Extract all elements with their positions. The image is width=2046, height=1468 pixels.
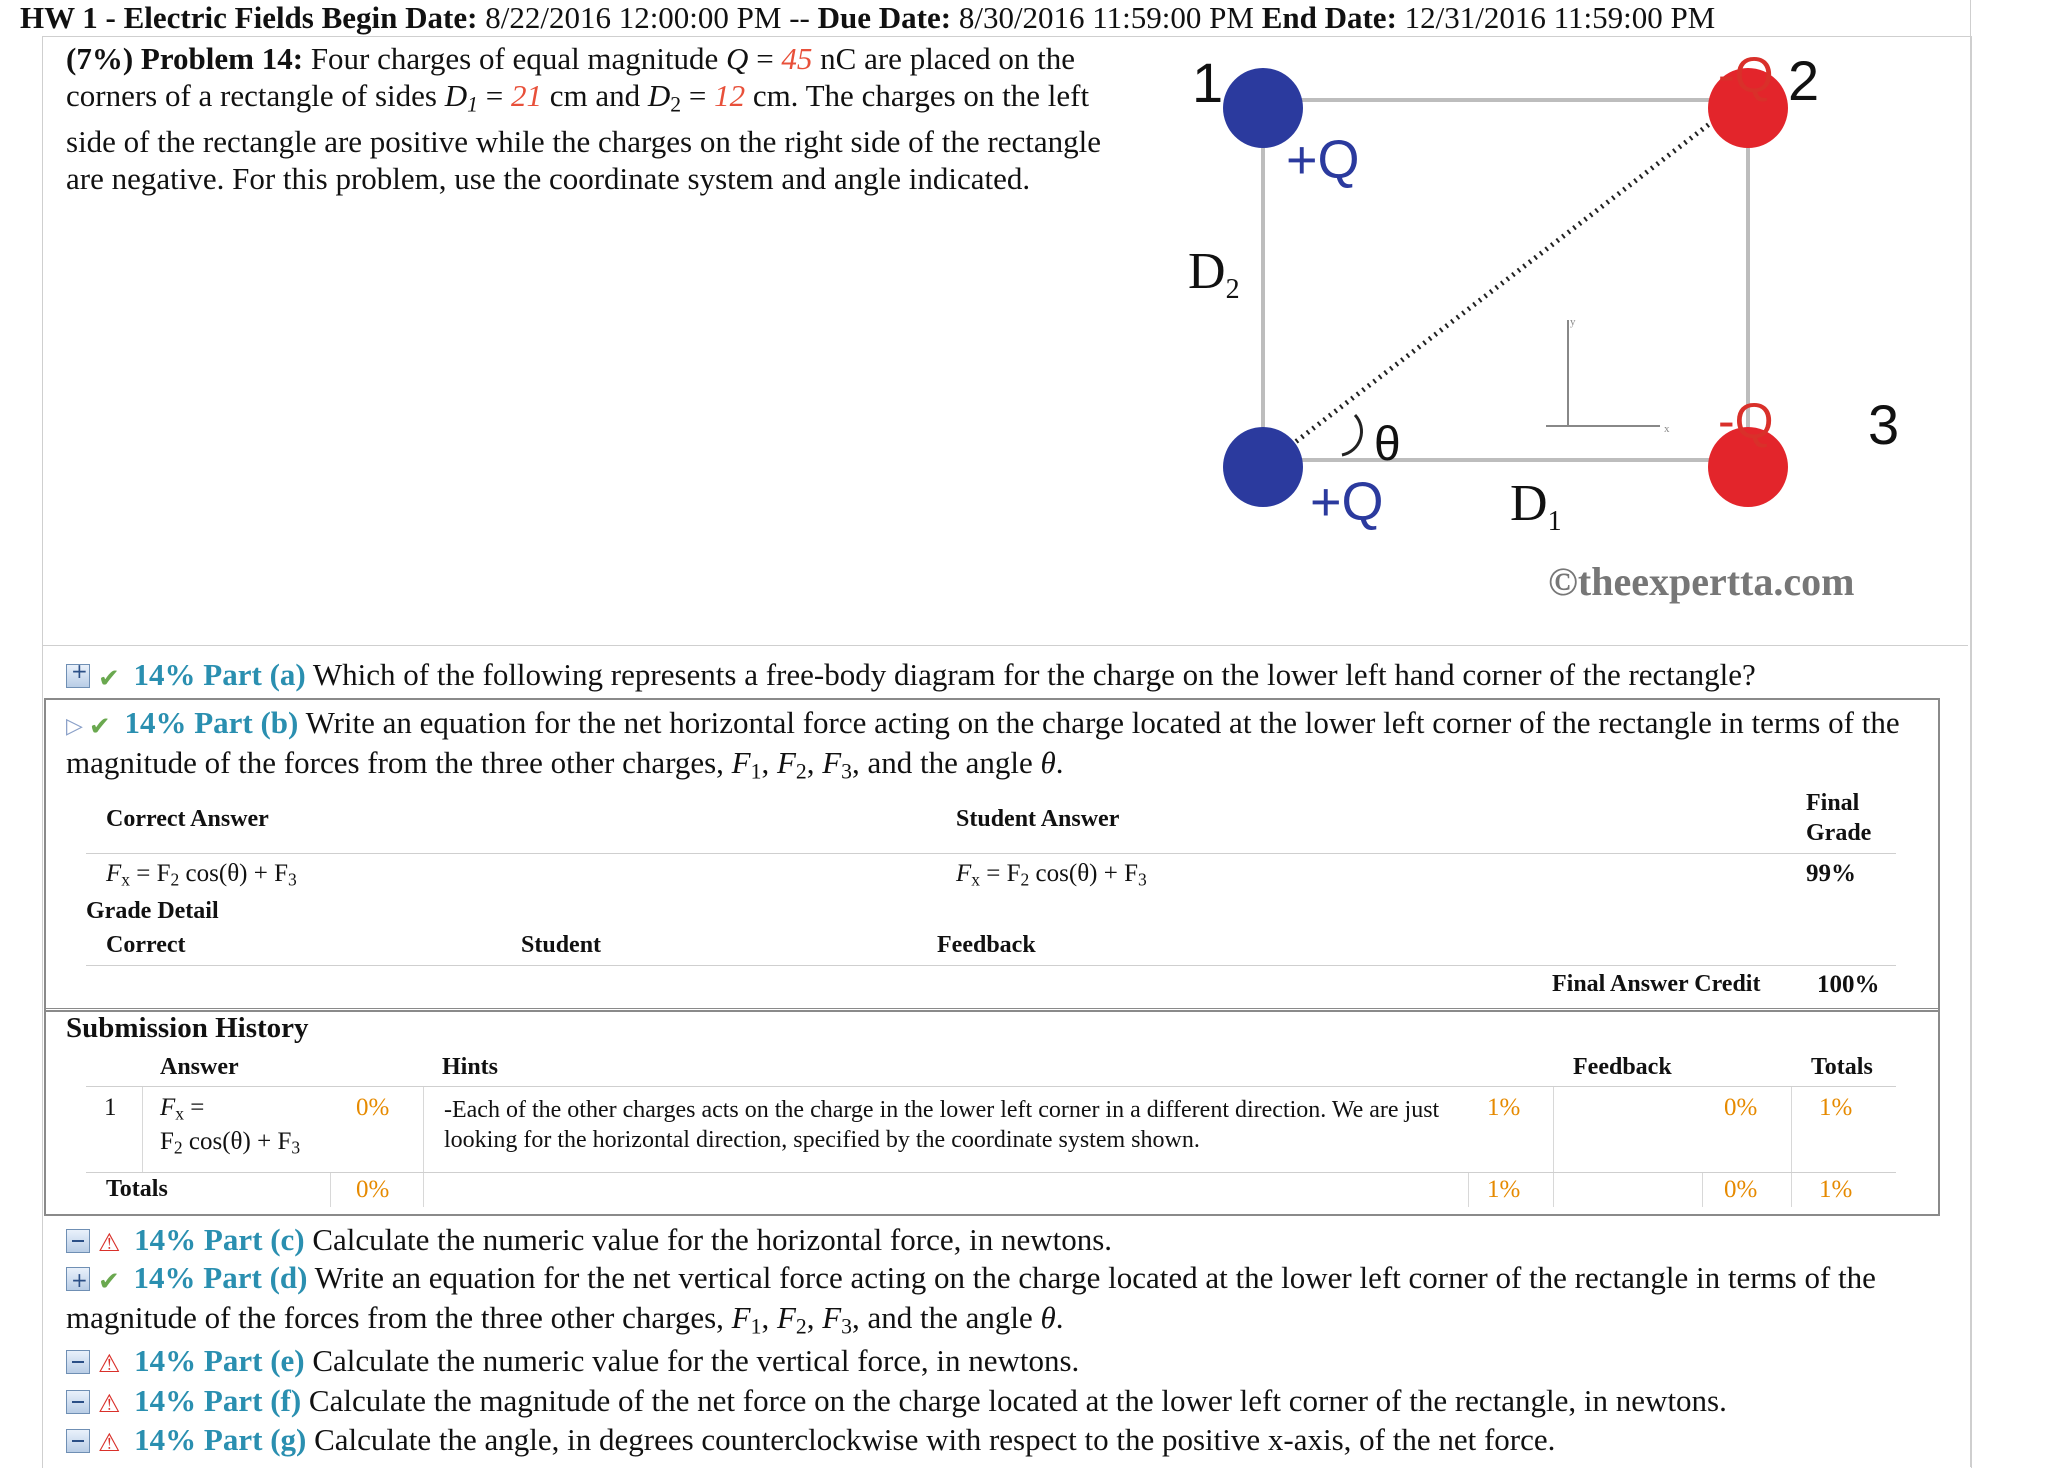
final-credit-label: Final Answer Credit (1552, 971, 1761, 997)
grade-detail-heading: Grade Detail (86, 898, 219, 924)
period: . (1055, 1300, 1064, 1335)
submission-history-title: Submission History (66, 1012, 309, 1044)
f2-symbol: F (776, 1300, 796, 1335)
f3-symbol: F (822, 1300, 842, 1335)
sh-divider (1791, 1087, 1792, 1173)
sh-totals-hints: 1% (1487, 1176, 1521, 1203)
f3-symbol: F (822, 745, 842, 780)
part-f-row[interactable] (66, 1383, 1727, 1419)
part-e-label[interactable]: 14% Part (e) (134, 1343, 305, 1378)
part-g-row[interactable] (66, 1422, 1555, 1458)
corner-label-2: 2 (1788, 49, 1820, 112)
f2-subscript: 2 (795, 1314, 807, 1339)
expand-icon[interactable] (66, 1267, 90, 1291)
sh-totals-rule (86, 1172, 1896, 1173)
problem-weight: (7%) (66, 41, 134, 76)
charge-value: 45 (781, 41, 813, 76)
part-d-label[interactable]: 14% Part (d) (133, 1260, 308, 1295)
f2-subscript: 2 (795, 759, 807, 784)
assignment-header (20, 0, 1715, 36)
part-d-text-2: the magnitude of the forces from the three other charges, (66, 1260, 1876, 1335)
charge-label-4: +Q (1310, 472, 1384, 532)
f1-symbol: F (731, 745, 751, 780)
sh-row-answer-line1: $F_x$ = (160, 1094, 205, 1124)
sh-divider (423, 1087, 424, 1173)
begin-label: Begin Date: (321, 0, 478, 35)
theta-symbol: θ (1040, 745, 1056, 780)
period: . (1055, 745, 1064, 780)
sh-col-answer: Answer (160, 1054, 239, 1080)
d2-symbol: D (647, 78, 671, 113)
part-b-row[interactable]: ▷ ✔ 14% Part (b) Write an equation for the net horizontal force acting on the charge located at the lower left corner of the rectangle in terms of the magnitude of the forces from the three other charges, $F_1$, $F_2$, $F_3$, and the angle θ. (66, 705, 1900, 784)
check-icon: ✔ (98, 1267, 120, 1297)
part-c-text: Calculate the numeric value for the horizontal force, in newtons. (312, 1222, 1113, 1257)
corner-label-3: 3 (1868, 393, 1900, 456)
gd-col-feedback: Feedback (937, 932, 1036, 958)
part-d-and: , and the angle (852, 1300, 1033, 1335)
charge-label-1: +Q (1286, 130, 1360, 190)
theta-arc (1342, 415, 1362, 455)
part-g-text: Calculate the angle, in degrees counterclockwise with respect to the positive x-axis, of the net force. (314, 1422, 1556, 1457)
part-b-text-1: Write an equation for the net horizontal force acting on the charge located at the lower left corner of the rectangle in terms of (305, 705, 1854, 740)
charge-4-positive (1223, 427, 1303, 507)
part-b-text-2: the magnitude of the forces from the three other charges, (66, 705, 1900, 780)
section-divider (43, 645, 1968, 646)
sh-divider (142, 1087, 143, 1173)
warning-icon: ⚠ (98, 1428, 121, 1457)
due-date: 8/30/2016 11:59:00 PM (958, 0, 1254, 35)
col-final-2: Grade (1806, 820, 1872, 846)
part-b-label[interactable]: 14% Part (b) (124, 705, 299, 740)
theta-symbol: θ (1040, 1300, 1056, 1335)
collapse-icon[interactable] (66, 1350, 90, 1374)
charge-label-2: -Q (1718, 47, 1774, 103)
figure-credit: ©theexpertta.com (1548, 559, 1855, 604)
f1-subscript: 1 (750, 759, 762, 784)
date-separator: -- (789, 0, 810, 35)
part-c-row[interactable] (66, 1222, 1112, 1258)
charge-label-3: -Q (1718, 393, 1774, 449)
sh-col-feedback: Feedback (1573, 1054, 1672, 1080)
col-student-answer: Student Answer (956, 806, 1120, 832)
x-axis-label: x (1664, 423, 1670, 435)
part-e-text: Calculate the numeric value for the vertical force, in newtons. (312, 1343, 1080, 1378)
warning-icon: ⚠ (98, 1349, 121, 1378)
col-final-1: Final (1806, 790, 1860, 816)
page-right-border (1970, 0, 1971, 1467)
f1-subscript: 1 (750, 1314, 762, 1339)
f1-symbol: F (731, 1300, 751, 1335)
d1-label: D1 (1510, 475, 1562, 537)
sh-col-hints: Hints (442, 1054, 499, 1080)
f3-subscript: 3 (841, 759, 853, 784)
final-credit-value: 100% (1817, 971, 1880, 998)
end-date: 12/31/2016 11:59:00 PM (1404, 0, 1716, 35)
charges-figure (1170, 40, 1930, 620)
f2-symbol: F (776, 745, 796, 780)
check-icon: ✔ (88, 712, 111, 742)
gd-col-student: Student (521, 932, 602, 958)
part-e-row[interactable] (66, 1343, 1079, 1379)
part-f-text: Calculate the magnitude of the net force on the charge located at the lower left corner of the rectangle, in newtons. (308, 1383, 1727, 1418)
sh-col-totals: Totals (1811, 1054, 1873, 1080)
corner-label-1: 1 (1192, 51, 1224, 114)
part-c-label[interactable]: 14% Part (c) (134, 1222, 305, 1257)
d1-value: 21 (510, 78, 542, 113)
equals-sign: = (756, 41, 774, 76)
problem-text-4: cm. The charges on the left side of the rectangle are positive while the charges on the right side of the rectangle are negative. For this problem, use the coordinate system and angle indicated. (66, 78, 1101, 197)
collapse-icon[interactable] (66, 1229, 90, 1253)
problem-text-2: nC are placed on the corners of a rectangle of sides (66, 41, 1075, 113)
collapse-icon[interactable] (66, 1390, 90, 1414)
part-d-text-1: Write an equation for the net vertical force acting on the charge located at the lower left corner of the rectangle in terms of (314, 1260, 1831, 1295)
sh-divider (1468, 1173, 1469, 1207)
f3-subscript: 3 (841, 1314, 853, 1339)
end-label: End Date: (1261, 0, 1397, 35)
sh-row-hint-pct: 1% (1487, 1094, 1521, 1121)
warning-icon: ⚠ (98, 1228, 121, 1257)
part-b-and: , and the angle (852, 745, 1033, 780)
assignment-title: HW 1 - Electric Fields (20, 0, 314, 35)
problem-number: Problem 14: (140, 41, 304, 76)
d1-subscript: 1 (467, 92, 478, 117)
sh-row-total: 1% (1819, 1094, 1853, 1121)
sh-row-feedback-pct: 0% (1724, 1094, 1758, 1121)
problem-text-1: Four charges of equal magnitude (310, 41, 719, 76)
problem-statement: (7%) Problem 14: Four charges of equal magnitude Q = 45 nC are placed on the corners of a rectangle of sides $D_1 = 21$ cm and $D_2 = 12$ cm. The charges on the left side of the rectangle are positive while the charges on the right side of the rectangle are negative. For this problem, use the coordinate system and angle indicated. (66, 41, 1101, 197)
part-a-row[interactable] (66, 657, 1756, 694)
sh-divider (1702, 1173, 1703, 1207)
charge-symbol: Q (726, 41, 749, 76)
table-header-rule (86, 853, 1896, 854)
col-correct-answer: Correct Answer (106, 806, 269, 832)
d2-label: D2 (1188, 243, 1240, 305)
sh-totals-total: 1% (1819, 1176, 1853, 1203)
sh-row-index: 1 (104, 1094, 117, 1121)
sh-divider (423, 1173, 424, 1207)
part-g-label[interactable]: 14% Part (g) (134, 1422, 307, 1457)
gd-col-correct: Correct (106, 932, 186, 958)
sh-divider (1553, 1087, 1554, 1173)
sh-totals-feedback: 0% (1724, 1176, 1758, 1203)
sh-divider (1791, 1173, 1792, 1207)
part-a-label[interactable]: 14% Part (a) (133, 657, 306, 692)
expand-icon[interactable] (66, 664, 90, 688)
collapse-icon[interactable] (66, 1429, 90, 1453)
due-label: Due Date: (817, 0, 952, 35)
d1-symbol: D (444, 78, 468, 113)
d2-subscript: 2 (670, 92, 682, 117)
sh-divider (1553, 1173, 1554, 1207)
sh-totals-answer: 0% (356, 1176, 390, 1203)
theta-label: θ (1374, 418, 1401, 471)
student-answer-formula: $F_x = F_2$ $\cos(\theta) + F_3$ (956, 860, 1147, 890)
part-a-text: Which of the following represents a free-body diagram for the charge on the lower left hand corner of the rectangle? (312, 657, 1756, 692)
final-grade-value: 99% (1806, 860, 1856, 887)
sh-row-hint: -Each of the other charges acts on the charge in the lower left corner in a different direction. We are just looking for the horizontal direction, specified by the coordinate system shown. (444, 1097, 1440, 1153)
warning-icon: ⚠ (98, 1389, 121, 1418)
grade-detail-rule (86, 965, 1896, 966)
part-f-label[interactable]: 14% Part (f) (134, 1383, 302, 1418)
problem-text-3: cm and (549, 78, 641, 113)
correct-answer-formula: $F_x = F_2$ $\cos(\theta) + F_3$ (106, 860, 297, 890)
sh-totals-label: Totals (106, 1176, 168, 1202)
sh-row-answer-line2: $F_2$ $\cos(\theta) + F_3$ (160, 1128, 301, 1158)
y-axis-label: y (1570, 316, 1576, 328)
part-d-row[interactable]: +✔ 14% Part (d) Write an equation for the net vertical force acting on the charge located at the lower left corner of the rectangle in terms of the magnitude of the forces from the three other charges, $F_1$, $F_2$, $F_3$, and the angle θ. (66, 1260, 1926, 1344)
sh-divider (330, 1173, 331, 1207)
sh-row-score: 0% (356, 1094, 390, 1121)
d2-value: 12 (714, 78, 746, 113)
play-icon[interactable]: ▷ (66, 714, 83, 739)
begin-date: 8/22/2016 12:00:00 PM (485, 0, 782, 35)
check-icon: ✔ (98, 664, 120, 694)
sh-header-rule (86, 1086, 1896, 1087)
